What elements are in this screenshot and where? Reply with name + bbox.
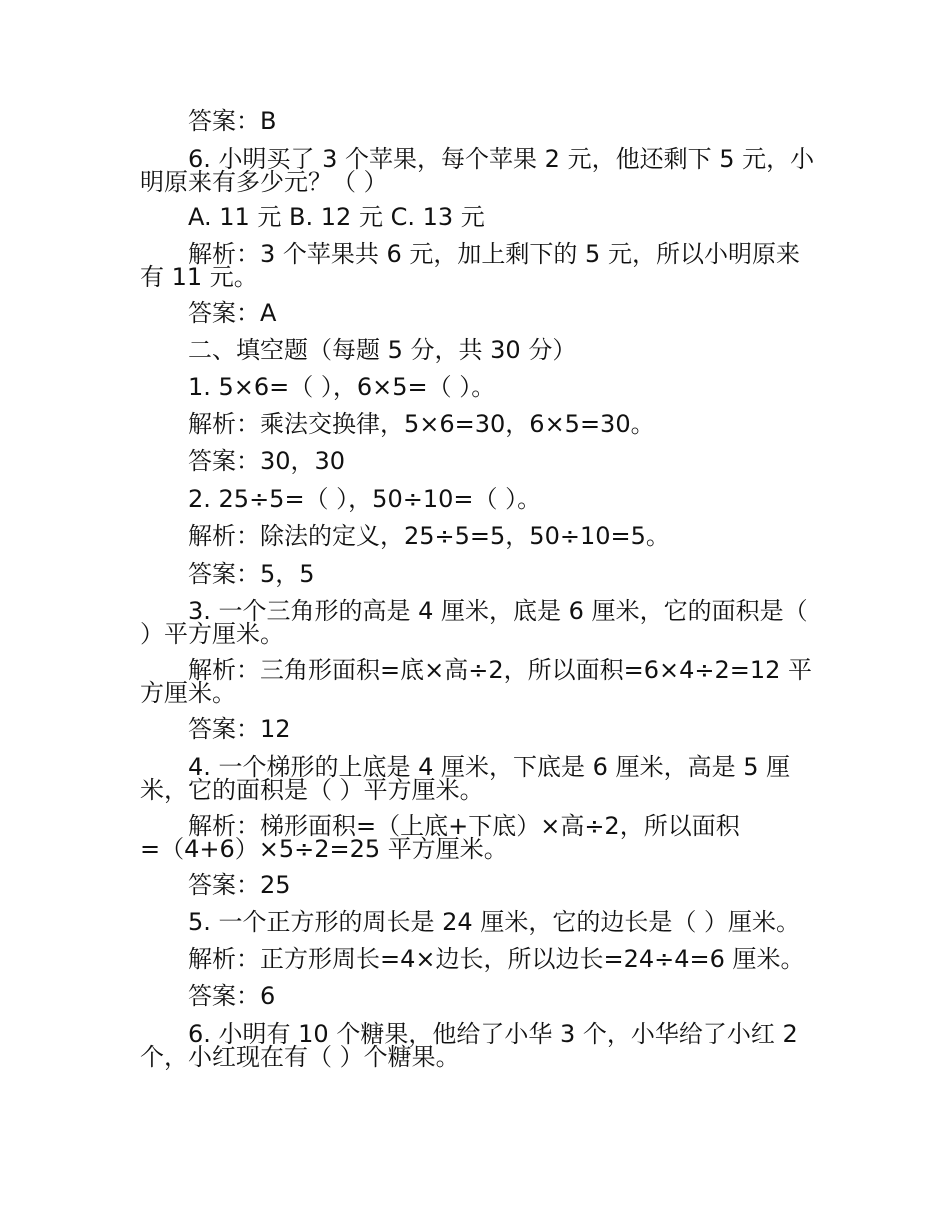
question-6-options: A. 11 元 B. 12 元 C. 13 元 [188,203,485,231]
fill-question-1: 1. 5×6=（ ），6×5=（ ）。 [188,373,496,401]
answer-q6: 答案：A [188,299,277,327]
fill-question-4-line1: 4. 一个梯形的上底是 4 厘米，下底是 6 厘米，高是 5 厘 [188,753,791,781]
question-6-line1: 6. 小明买了 3 个苹果，每个苹果 2 元，他还剩下 5 元，小 [188,145,815,173]
fill-question-3-line1: 3. 一个三角形的高是 4 厘米，底是 6 厘米，它的面积是（ [188,597,808,625]
fill-question-6-line2: 个，小红现在有（ ）个糖果。 [140,1043,460,1071]
fill-analysis-2: 解析：除法的定义，25÷5=5，50÷10=5。 [188,522,670,550]
fill-question-5: 5. 一个正方形的周长是 24 厘米，它的边长是（ ）厘米。 [188,908,800,936]
analysis-q6-line2: 有 11 元。 [140,263,258,291]
fill-analysis-1: 解析：乘法交换律，5×6=30，6×5=30。 [188,410,655,438]
fill-answer-5: 答案：6 [188,982,276,1010]
fill-question-4-line2: 米，它的面积是（ ）平方厘米。 [140,776,484,804]
answer-q6-prev: 答案：B [188,107,277,135]
fill-analysis-4-line1: 解析：梯形面积=（上底+下底）×高÷2，所以面积 [188,812,740,840]
fill-answer-4: 答案：25 [188,871,291,899]
fill-answer-1: 答案：30，30 [188,447,346,475]
fill-analysis-3-line1: 解析：三角形面积=底×高÷2，所以面积=6×4÷2=12 平 [188,656,813,684]
fill-analysis-4-line2: =（4+6）×5÷2=25 平方厘米。 [140,835,508,863]
fill-answer-2: 答案：5，5 [188,560,315,588]
fill-question-6-line1: 6. 小明有 10 个糖果，他给了小华 3 个，小华给了小红 2 [188,1020,798,1048]
fill-analysis-5: 解析：正方形周长=4×边长，所以边长=24÷4=6 厘米。 [188,945,805,973]
fill-question-3-line2: ）平方厘米。 [140,620,284,648]
section-heading-fill-in: 二、填空题（每题 5 分，共 30 分） [188,336,577,364]
analysis-q6-line1: 解析：3 个苹果共 6 元，加上剩下的 5 元，所以小明原来 [188,240,800,268]
fill-analysis-3-line2: 方厘米。 [140,679,236,707]
fill-question-2: 2. 25÷5=（ ），50÷10=（ ）。 [188,485,542,513]
fill-answer-3: 答案：12 [188,715,291,743]
question-6-line2: 明原来有多少元？（ ） [140,168,388,196]
